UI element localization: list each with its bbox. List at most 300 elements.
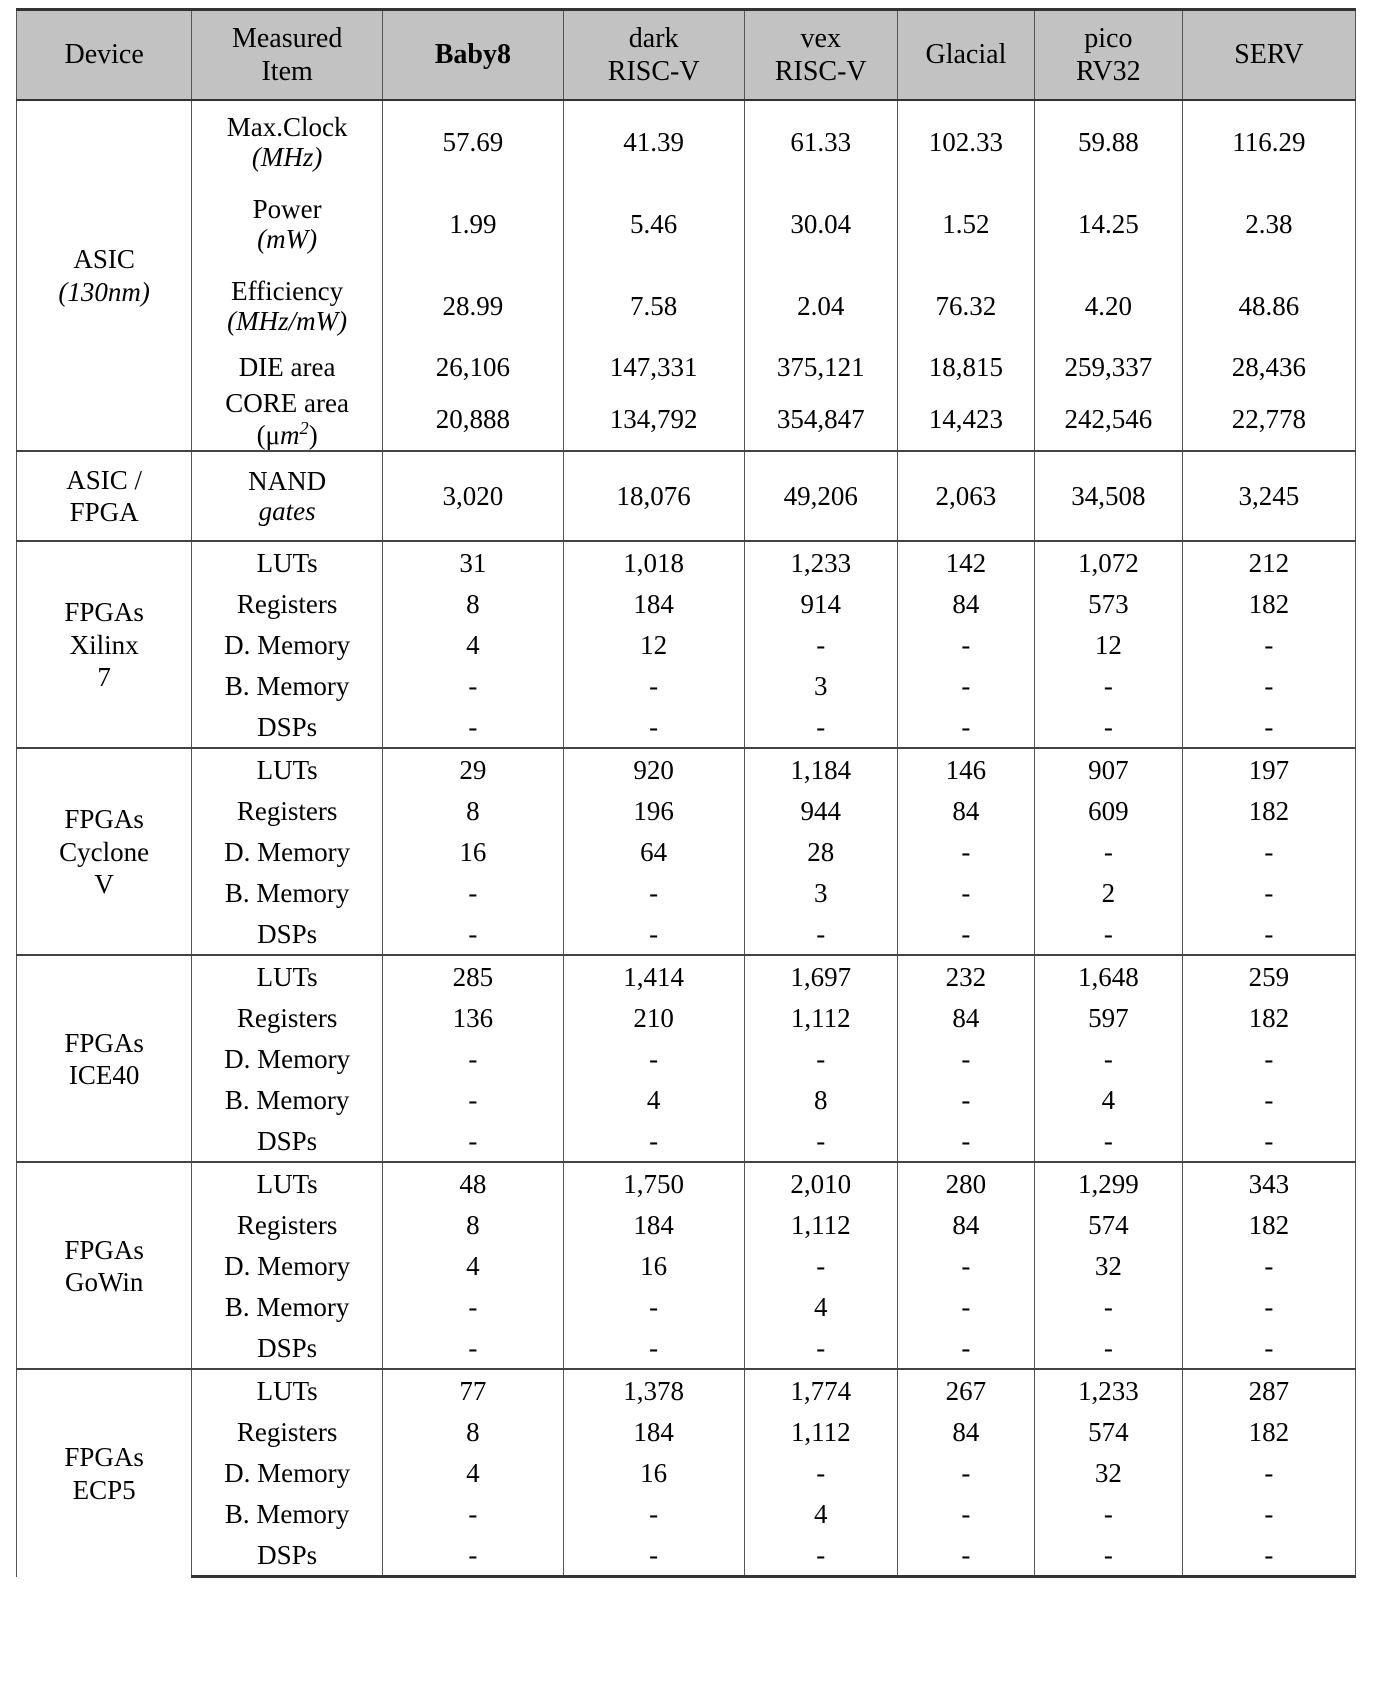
cell-value-baby8: 48	[382, 1162, 563, 1204]
device-group-line1: FPGAs	[64, 1442, 144, 1473]
col-header-glacial: Glacial	[897, 10, 1034, 101]
cell-value: -	[897, 913, 1034, 955]
cell-value: 267	[897, 1369, 1034, 1411]
cell-value: -	[563, 1120, 744, 1162]
cell-value: -	[1034, 1534, 1182, 1577]
table-row	[17, 1245, 1356, 1286]
measured-item-label	[192, 1245, 383, 1286]
cell-value-baby8: -	[382, 1038, 563, 1079]
col-header-pico-rv32-line2: RV32	[1076, 56, 1141, 87]
cell-value: -	[1034, 913, 1182, 955]
table-row	[17, 624, 1356, 665]
cell-value-baby8: 8	[382, 790, 563, 831]
cell-value-baby8: -	[382, 1327, 563, 1369]
cell-value: 1,378	[563, 1369, 744, 1411]
col-header-baby8: Baby8	[382, 10, 563, 101]
table-row	[17, 790, 1356, 831]
cell-value-baby8: -	[382, 1286, 563, 1327]
measured-item-label	[192, 265, 383, 347]
cell-value: -	[744, 1245, 897, 1286]
cell-value: 18,815	[897, 347, 1034, 388]
device-group-line2: Xilinx	[69, 629, 139, 660]
cell-value: 1,233	[744, 541, 897, 583]
cell-value: 84	[897, 583, 1034, 624]
cell-value-baby8: -	[382, 872, 563, 913]
cell-value: -	[1034, 1286, 1182, 1327]
cell-value: -	[744, 624, 897, 665]
cell-value: 64	[563, 831, 744, 872]
cell-value: 1,112	[744, 1204, 897, 1245]
measured-item-label	[192, 541, 383, 583]
col-header-measured-item-line1: Measured	[231, 22, 343, 54]
cell-value: 116.29	[1182, 100, 1355, 183]
table-row	[17, 388, 1356, 451]
device-group-label	[17, 955, 192, 1162]
cell-value-baby8: 4	[382, 1452, 563, 1493]
cell-value: 84	[897, 790, 1034, 831]
measured-item-label	[192, 790, 383, 831]
cell-value: -	[563, 1286, 744, 1327]
cell-value: 1,233	[1034, 1369, 1182, 1411]
cell-value: 182	[1182, 997, 1355, 1038]
cell-value: -	[1182, 1327, 1355, 1369]
device-group-line2: (130nm)	[58, 276, 150, 307]
col-header-dark-riscv-line2: RISC-V	[607, 56, 700, 87]
comparison-table-container	[16, 8, 1356, 1578]
measured-item-label	[192, 1079, 383, 1120]
cell-value: -	[1034, 665, 1182, 706]
cell-value: -	[744, 1038, 897, 1079]
cell-value: 182	[1182, 790, 1355, 831]
cell-value: 2.38	[1182, 183, 1355, 265]
measured-item-label	[192, 388, 383, 451]
cell-value: 2,010	[744, 1162, 897, 1204]
cell-value: 259	[1182, 955, 1355, 997]
cell-value: 1,112	[744, 997, 897, 1038]
device-group-line1: FPGAs	[64, 1234, 144, 1265]
measured-item-name: Registers	[236, 795, 338, 826]
cell-value: 232	[897, 955, 1034, 997]
cell-value: 259,337	[1034, 347, 1182, 388]
table-row	[17, 1534, 1356, 1577]
cell-value: -	[1034, 1038, 1182, 1079]
table-row	[17, 265, 1356, 347]
device-group-label	[17, 748, 192, 955]
col-header-measured-item-line2: Item	[261, 56, 313, 87]
cell-value: -	[1182, 624, 1355, 665]
cell-value: -	[744, 1120, 897, 1162]
cell-value: 3	[744, 872, 897, 913]
measured-item-name: DSPs	[257, 1539, 318, 1570]
cell-value-baby8: -	[382, 1534, 563, 1577]
cell-value: 134,792	[563, 388, 744, 451]
cell-value: 210	[563, 997, 744, 1038]
table-row	[17, 831, 1356, 872]
measured-item-label	[192, 100, 383, 183]
cell-value: 1,750	[563, 1162, 744, 1204]
cell-value: 197	[1182, 748, 1355, 790]
cell-value: 84	[897, 1411, 1034, 1452]
cell-value: -	[897, 1245, 1034, 1286]
measured-item-name: DSPs	[257, 1332, 318, 1363]
cell-value: -	[1182, 1079, 1355, 1120]
device-group-label	[17, 541, 192, 748]
cell-value-baby8: 8	[382, 583, 563, 624]
header-row	[17, 10, 1356, 101]
table-row	[17, 451, 1356, 541]
measured-item-name: B. Memory	[224, 877, 350, 908]
measured-item-label	[192, 1534, 383, 1577]
measured-item-name: D. Memory	[224, 1043, 351, 1074]
cell-value-baby8: 4	[382, 624, 563, 665]
cell-value: 5.46	[563, 183, 744, 265]
cell-value: 574	[1034, 1204, 1182, 1245]
measured-item-name: LUTs	[256, 961, 318, 992]
cell-value: -	[744, 913, 897, 955]
cell-value: 182	[1182, 583, 1355, 624]
cell-value: 3	[744, 665, 897, 706]
cell-value: 609	[1034, 790, 1182, 831]
measured-item-name: D. Memory	[224, 1250, 351, 1281]
cell-value: 22,778	[1182, 388, 1355, 451]
cell-value: -	[1182, 665, 1355, 706]
cell-value-baby8: 285	[382, 955, 563, 997]
device-group-line2: ICE40	[68, 1059, 140, 1090]
cell-value: 14,423	[897, 388, 1034, 451]
measured-item-name: B. Memory	[224, 1498, 350, 1529]
measured-item-label	[192, 1493, 383, 1534]
cell-value: 242,546	[1034, 388, 1182, 451]
cell-value: -	[563, 1038, 744, 1079]
cell-value: -	[897, 872, 1034, 913]
measured-item-label	[192, 872, 383, 913]
measured-item-name: LUTs	[256, 547, 318, 578]
cell-value: 574	[1034, 1411, 1182, 1452]
cell-value: -	[1034, 1493, 1182, 1534]
unit-label: (mW)	[257, 224, 318, 254]
cell-value: 16	[563, 1452, 744, 1493]
cell-value: 147,331	[563, 347, 744, 388]
device-group-line3: V	[94, 869, 114, 900]
cell-value: 2.04	[744, 265, 897, 347]
cell-value: -	[1182, 1534, 1355, 1577]
table-row	[17, 1411, 1356, 1452]
cell-value: -	[897, 1327, 1034, 1369]
col-header-pico-rv32-line1: pico	[1084, 22, 1133, 54]
cell-value: 41.39	[563, 100, 744, 183]
cell-value: 1,414	[563, 955, 744, 997]
measured-item-label	[192, 1286, 383, 1327]
cell-value: 84	[897, 1204, 1034, 1245]
cell-value: 76.32	[897, 265, 1034, 347]
cell-value: 1,648	[1034, 955, 1182, 997]
col-header-device: Device	[17, 10, 192, 101]
cell-value: 142	[897, 541, 1034, 583]
cell-value-baby8: 77	[382, 1369, 563, 1411]
cell-value: -	[744, 706, 897, 748]
measured-item-label	[192, 1327, 383, 1369]
table-row	[17, 706, 1356, 748]
cell-value: -	[897, 1120, 1034, 1162]
cell-value: -	[1182, 872, 1355, 913]
cell-value: 8	[744, 1079, 897, 1120]
cell-value: -	[563, 1327, 744, 1369]
measured-item-name: DSPs	[257, 918, 318, 949]
cell-value: 4.20	[1034, 265, 1182, 347]
cell-value-baby8: -	[382, 1120, 563, 1162]
cell-value: -	[897, 1534, 1034, 1577]
cell-value: 907	[1034, 748, 1182, 790]
cell-value-baby8: 1.99	[382, 183, 563, 265]
measured-item-name: D. Memory	[224, 836, 351, 867]
cell-value: 30.04	[744, 183, 897, 265]
measured-item-label	[192, 1038, 383, 1079]
measured-item-name: LUTs	[256, 1168, 318, 1199]
measured-item-name: DSPs	[257, 1125, 318, 1156]
cell-value: 343	[1182, 1162, 1355, 1204]
device-group-line1: FPGAs	[64, 597, 144, 628]
cell-value-baby8: 28.99	[382, 265, 563, 347]
col-header-vex-riscv-line2: RISC-V	[774, 56, 867, 87]
cell-value: 1,774	[744, 1369, 897, 1411]
cell-value: 146	[897, 748, 1034, 790]
table-row	[17, 955, 1356, 997]
cell-value: 4	[744, 1286, 897, 1327]
measured-item-label	[192, 1162, 383, 1204]
col-header-serv: SERV	[1182, 10, 1355, 101]
cell-value: -	[1182, 1286, 1355, 1327]
device-group-label	[17, 451, 192, 541]
device-group-line1: FPGAs	[64, 1027, 144, 1058]
cell-value: 4	[563, 1079, 744, 1120]
measured-item-name: B. Memory	[224, 1291, 350, 1322]
measured-item-name: LUTs	[256, 1375, 318, 1406]
cell-value: -	[897, 831, 1034, 872]
measured-item-label	[192, 997, 383, 1038]
table-row	[17, 1120, 1356, 1162]
unit-label: $(\mu m^2)$	[256, 418, 318, 451]
measured-item-label	[192, 748, 383, 790]
measured-item-label	[192, 583, 383, 624]
measured-item-label	[192, 706, 383, 748]
cell-value-baby8: -	[382, 706, 563, 748]
cell-value-baby8: 20,888	[382, 388, 563, 451]
cell-value: 184	[563, 1204, 744, 1245]
cell-value: 7.58	[563, 265, 744, 347]
table-row	[17, 1162, 1356, 1204]
cell-value: -	[897, 1452, 1034, 1493]
cell-value: 1,072	[1034, 541, 1182, 583]
table-row	[17, 583, 1356, 624]
cell-value: -	[897, 1079, 1034, 1120]
col-header-measured-item	[192, 10, 383, 101]
cell-value: -	[563, 1534, 744, 1577]
cell-value: 182	[1182, 1204, 1355, 1245]
device-group-line1: ASIC	[73, 244, 135, 275]
cell-value: 84	[897, 997, 1034, 1038]
cell-value-baby8: -	[382, 1079, 563, 1120]
table-row	[17, 541, 1356, 583]
cell-value: 1,112	[744, 1411, 897, 1452]
unit-label: (MHz/mW)	[227, 306, 348, 336]
measured-item-label	[192, 831, 383, 872]
cell-value-baby8: 8	[382, 1204, 563, 1245]
measured-item-name: Max.Clock	[226, 111, 348, 142]
cell-value: -	[1034, 706, 1182, 748]
cell-value: 48.86	[1182, 265, 1355, 347]
device-group-label	[17, 1369, 192, 1577]
measured-item-label	[192, 1204, 383, 1245]
measured-item-name: Registers	[236, 1209, 338, 1240]
cell-value: 196	[563, 790, 744, 831]
measured-item-label	[192, 665, 383, 706]
measured-item-name: Registers	[236, 1416, 338, 1447]
cell-value: 102.33	[897, 100, 1034, 183]
cell-value: -	[1034, 831, 1182, 872]
cell-value: 184	[563, 583, 744, 624]
device-group-label	[17, 100, 192, 451]
device-group-line2: FPGA	[69, 497, 139, 528]
cell-value: 1,299	[1034, 1162, 1182, 1204]
cell-value-baby8: 29	[382, 748, 563, 790]
cell-value: 59.88	[1034, 100, 1182, 183]
cell-value: -	[563, 913, 744, 955]
table-header	[17, 10, 1356, 101]
cell-value: -	[897, 1038, 1034, 1079]
table-row	[17, 1452, 1356, 1493]
cell-value: 49,206	[744, 451, 897, 541]
cell-value-baby8: -	[382, 665, 563, 706]
cell-value: 354,847	[744, 388, 897, 451]
measured-item-label	[192, 183, 383, 265]
table-row	[17, 748, 1356, 790]
cell-value: -	[563, 872, 744, 913]
measured-item-label	[192, 1369, 383, 1411]
col-header-vex-riscv-line1: vex	[800, 22, 841, 54]
cell-value-baby8: 4	[382, 1245, 563, 1286]
measured-item-name: Efficiency	[231, 275, 344, 306]
cell-value: 3,245	[1182, 451, 1355, 541]
cell-value: 375,121	[744, 347, 897, 388]
device-group-line2: Cyclone	[59, 836, 150, 867]
cell-value-baby8: 57.69	[382, 100, 563, 183]
measured-item-name: B. Memory	[224, 1084, 350, 1115]
measured-item-name: D. Memory	[224, 1457, 351, 1488]
cell-value: 944	[744, 790, 897, 831]
table-row	[17, 997, 1356, 1038]
cell-value: 28	[744, 831, 897, 872]
cell-value: 914	[744, 583, 897, 624]
cell-value: -	[897, 665, 1034, 706]
cell-value: -	[1034, 1327, 1182, 1369]
cell-value: -	[563, 706, 744, 748]
cell-value: 32	[1034, 1245, 1182, 1286]
measured-item-name: Power	[252, 193, 322, 224]
unit-label: gates	[258, 496, 316, 527]
cell-value: 1,018	[563, 541, 744, 583]
table-row	[17, 1327, 1356, 1369]
cell-value: -	[897, 1286, 1034, 1327]
col-header-dark-riscv-line1: dark	[628, 22, 679, 54]
cell-value: -	[744, 1327, 897, 1369]
measured-item-name: B. Memory	[224, 670, 350, 701]
table-row	[17, 183, 1356, 265]
cell-value: -	[1182, 1452, 1355, 1493]
device-group-line3: 7	[97, 662, 111, 693]
cell-value: 12	[1034, 624, 1182, 665]
cell-value: -	[1182, 1120, 1355, 1162]
table-row	[17, 665, 1356, 706]
measured-item-label	[192, 347, 383, 388]
cell-value: 2	[1034, 872, 1182, 913]
measured-item-name: NAND	[248, 466, 327, 497]
cell-value: -	[1034, 1120, 1182, 1162]
cell-value-baby8: 26,106	[382, 347, 563, 388]
cell-value-baby8: 8	[382, 1411, 563, 1452]
col-header-vex-riscv	[744, 10, 897, 101]
cell-value: 16	[563, 1245, 744, 1286]
measured-item-name: D. Memory	[224, 629, 351, 660]
cell-value: -	[744, 1534, 897, 1577]
cell-value: 1.52	[897, 183, 1034, 265]
cell-value: 1,697	[744, 955, 897, 997]
device-group-line2: GoWin	[64, 1266, 144, 1297]
cell-value-baby8: 31	[382, 541, 563, 583]
cell-value: 14.25	[1034, 183, 1182, 265]
device-group-line2: ECP5	[72, 1474, 136, 1505]
cell-value: -	[1182, 1038, 1355, 1079]
cell-value: 4	[1034, 1079, 1182, 1120]
cell-value-baby8: -	[382, 913, 563, 955]
table-row	[17, 913, 1356, 955]
cell-value: 28,436	[1182, 347, 1355, 388]
cell-value: 2,063	[897, 451, 1034, 541]
col-header-pico-rv32	[1034, 10, 1182, 101]
measured-item-label	[192, 451, 383, 541]
unit-label: (MHz)	[251, 142, 323, 172]
cell-value: -	[897, 1493, 1034, 1534]
cell-value-baby8: 16	[382, 831, 563, 872]
cell-value: 34,508	[1034, 451, 1182, 541]
cell-value-baby8: -	[382, 1493, 563, 1534]
cell-value: 597	[1034, 997, 1182, 1038]
cell-value: -	[897, 706, 1034, 748]
cell-value: -	[1182, 1493, 1355, 1534]
table-row	[17, 1204, 1356, 1245]
cell-value: 1,184	[744, 748, 897, 790]
cell-value-baby8: 3,020	[382, 451, 563, 541]
cell-value: -	[1182, 831, 1355, 872]
device-group-label	[17, 1162, 192, 1369]
measured-item-name: DSPs	[257, 711, 318, 742]
cell-value: 4	[744, 1493, 897, 1534]
measured-item-label	[192, 1120, 383, 1162]
table-row	[17, 1038, 1356, 1079]
table-row	[17, 1079, 1356, 1120]
table-row	[17, 1286, 1356, 1327]
cell-value: 182	[1182, 1411, 1355, 1452]
cell-value: 32	[1034, 1452, 1182, 1493]
measured-item-label	[192, 624, 383, 665]
cell-value: -	[744, 1452, 897, 1493]
measured-item-name: LUTs	[256, 754, 318, 785]
cell-value: 12	[563, 624, 744, 665]
device-group-line1: FPGAs	[64, 804, 144, 835]
cell-value-baby8: 136	[382, 997, 563, 1038]
table-row	[17, 1369, 1356, 1411]
measured-item-label	[192, 955, 383, 997]
measured-item-label	[192, 1452, 383, 1493]
